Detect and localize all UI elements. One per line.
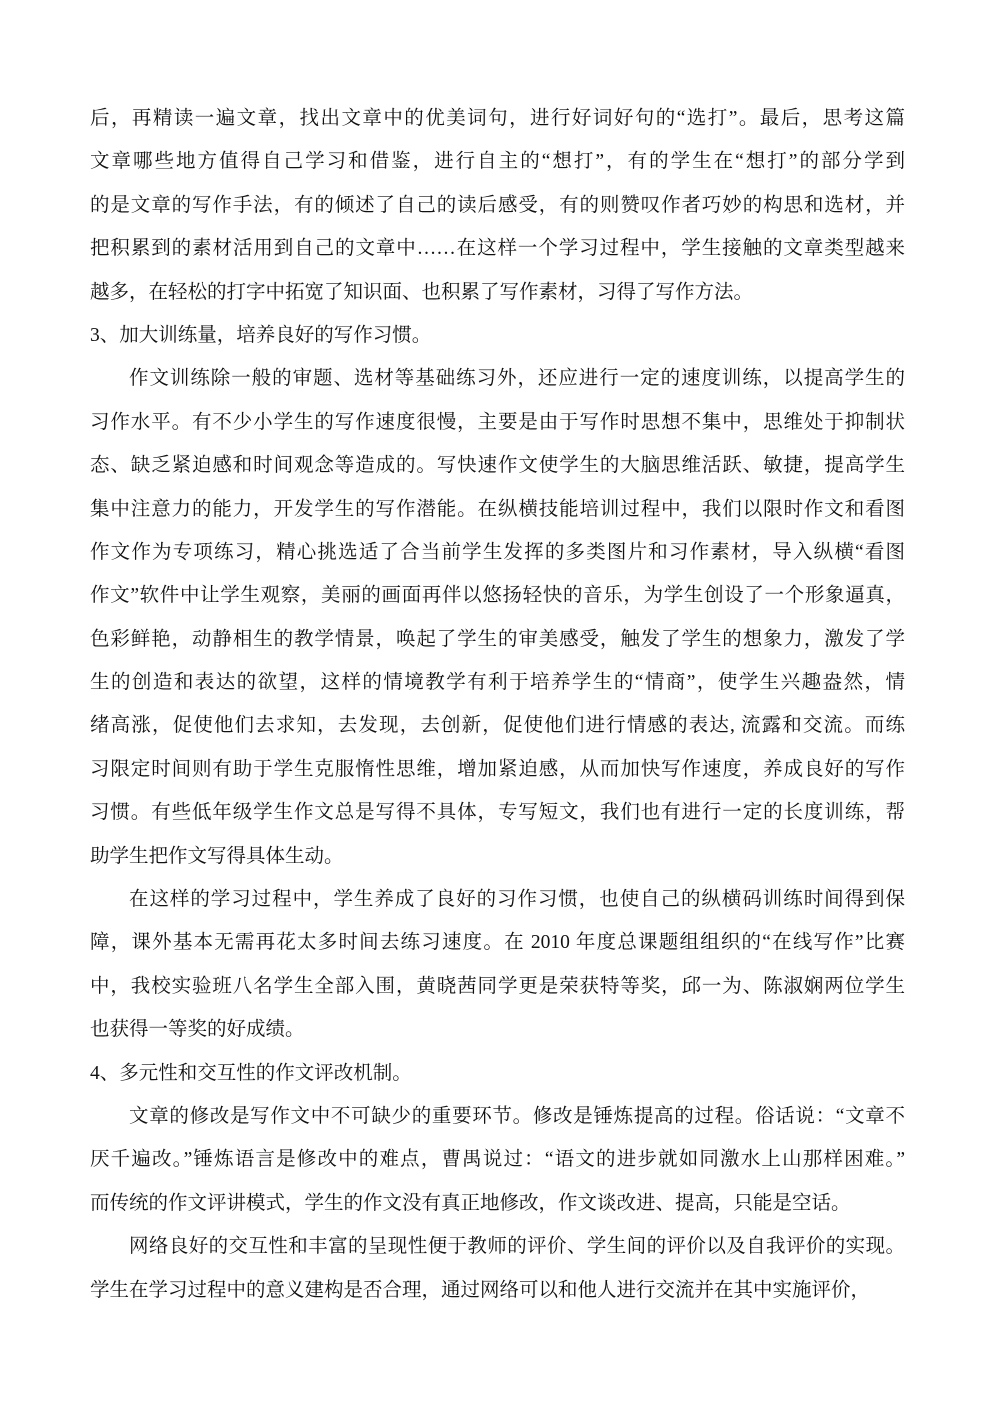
text-line: 越多，在轻松的打字中拓宽了知识面、也积累了写作素材，习得了写作方法。 (90, 281, 754, 303)
text-line: 作文作为专项练习，精心挑选适了合当前学生发挥的多类图片和习作素材，导入纵横“看图 (90, 541, 905, 563)
text-line: 把积累到的素材活用到自己的文章中……在这样一个学习过程中，学生接触的文章类型越来 (90, 238, 905, 260)
text-line: 习限定时间则有助于学生克服惰性思维，增加紧迫感，从而加快写作速度，养成良好的写作 (90, 758, 905, 780)
text-line: 中，我校实验班八名学生全部入围，黄晓茜同学更是荣获特等奖，邱一为、陈淑娴两位学生 (90, 975, 905, 997)
text-line: 在这样的学习过程中，学生养成了良好的习作习惯，也使自己的纵横码训练时间得到保 (129, 889, 905, 911)
text-line: 后，再精读一遍文章，找出文章中的优美词句，进行好词好句的“选打”。最后，思考这篇 (90, 108, 905, 129)
text-line: 态、缺乏紧迫感和时间观念等造成的。写快速作文使学生的大脑思维活跃、敏捷，提高学生 (90, 455, 905, 477)
text-line: 绪高涨，促使他们去求知，去发现，去创新，促使他们进行情感的表达, 流露和交流。而练 (90, 715, 905, 737)
text-line: 文章哪些地方值得自己学习和借鉴，进行自主的“想打”，有的学生在“想打”的部分学到 (90, 151, 905, 173)
text-line: 障，课外基本无需再花太多时间去练习速度。在 2010 年度总课题组组织的“在线写作”比赛 (90, 932, 905, 954)
text-line: 作文”软件中让学生观察，美丽的画面再伴以悠扬轻快的音乐，为学生创设了一个形象逼真， (90, 585, 905, 607)
heading-line: 3、加大训练量，培养良好的写作习惯。 (90, 324, 432, 346)
heading-line: 4、多元性和交互性的作文评改机制。 (90, 1062, 412, 1084)
text-line: 习惯。有些低年级学生作文总是写得不具体，专写短文，我们也有进行一定的长度训练，帮 (90, 802, 905, 824)
text-line: 学生在学习过程中的意义建构是否合理，通过网络可以和他人进行交流并在其中实施评价， (90, 1279, 871, 1301)
text-line: 厌千遍改。”锤炼语言是修改中的难点，曹禺说过：“语文的进步就如同激水上山那样困难。” (90, 1149, 905, 1171)
document-text (90, 97, 905, 1312)
text-line: 习作水平。有不少小学生的写作速度很慢，主要是由于写作时思想不集中，思维处于抑制状 (90, 411, 905, 433)
text-line: 也获得一等奖的好成绩。 (90, 1019, 305, 1041)
text-line: 生的创造和表达的欲望，这样的情境教学有利于培养学生的“情商”，使学生兴趣盎然，情 (90, 672, 905, 694)
text-line: 集中注意力的能力，开发学生的写作潜能。在纵横技能培训过程中，我们以限时作文和看图 (90, 498, 905, 520)
text-line: 助学生把作文写得具体生动。 (90, 845, 344, 867)
text-line: 网络良好的交互性和丰富的呈现性便于教师的评价、学生间的评价以及自我评价的实现。 (129, 1236, 905, 1258)
text-line: 而传统的作文评讲模式，学生的作文没有真正地修改，作文谈改进、提高，只能是空话。 (90, 1192, 851, 1214)
text-line: 的是文章的写作手法，有的倾述了自己的读后感受，有的则赞叹作者巧妙的构思和选材，并 (90, 194, 905, 216)
text-line: 色彩鲜艳，动静相生的教学情景，唤起了学生的审美感受，触发了学生的想象力，激发了学 (90, 628, 905, 650)
text-line: 文章的修改是写作文中不可缺少的重要环节。修改是锤炼提高的过程。俗话说：“文章不 (129, 1105, 905, 1127)
text-line: 作文训练除一般的审题、选材等基础练习外，还应进行一定的速度训练，以提高学生的 (129, 368, 905, 390)
